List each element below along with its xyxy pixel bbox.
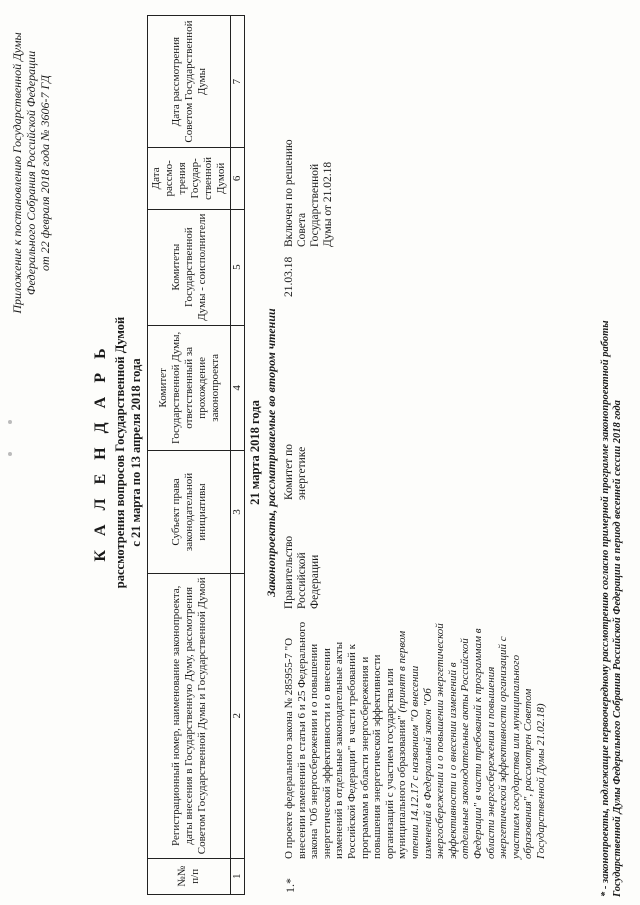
header-duma-date: Дата рассмо-трения Государ-ственной Думой bbox=[148, 148, 231, 209]
item-bill-text: О проекте федерального закона № 285955-7 "О внесении изменений в статьи 6 и 25 Федерального закона "Об энергосбережении и о повышении энергетической эффективности и о внесении изменений в отдельные законодательные акты Российской Федерации" в части требований к программам в области энергосбережения и повышения энергетической эффективности организаций с участием государства или муниципального образования" bbox=[283, 621, 409, 859]
header-council-date: Дата рассмотрения Советом Государственной Думы bbox=[148, 16, 231, 148]
item-council-note: Включен по решению Совета Государственной Думы от 21.02.18 bbox=[283, 139, 334, 247]
section-date: 21 марта 2018 года bbox=[248, 400, 262, 505]
item-committee: Комитет по энергетике bbox=[283, 444, 308, 500]
header-co-committees: Комитеты Государственной Думы - соисполнители bbox=[148, 209, 231, 325]
calendar-header-table bbox=[147, 15, 245, 895]
item-initiator: Правительство Российской Федерации bbox=[283, 535, 321, 609]
appendix-line-1: Приложение к постановлению Государственной Думы bbox=[10, 32, 24, 314]
item-history-note: (принят в первом чтении 14.12.17 с названием "О внесении изменений в Федеральный закон "Об энергосбережении и о повышении энергетической эффективности и о внесении изменений в отдельные законодательные акты Российской Федерации" в части требований к программам в области энергосбережения и повышения энергетической эффективности организаций с участием государства или муниципального образования", рассмотрен Советом Государственной Думы 21.02.18) bbox=[396, 623, 547, 859]
column-number-row bbox=[231, 16, 245, 895]
calendar-heading: К А Л Е Н Д А Р Ь bbox=[92, 343, 109, 562]
column-number: 1 bbox=[231, 858, 245, 894]
item-number: 1.* bbox=[283, 878, 297, 893]
header-responsible-committee: Комитет Государственной Думы, ответственный за прохождение законопроекта bbox=[148, 325, 231, 450]
column-number: 6 bbox=[231, 148, 245, 209]
header-initiator: Субъект права законодательной инициативы bbox=[148, 450, 231, 573]
header-bill-title: Регистрационный номер, наименование законопроекта, даты внесения в Государственную Думу, рассмотрения Советом Государственной Думы и Государственной Думой bbox=[148, 573, 231, 858]
footnote-line-1: * - законопроекты, подлежащие первоочередному рассмотрению согласно примерной программе законопроектной работы bbox=[600, 320, 611, 897]
appendix-line-3: от 22 февраля 2018 года № 3606-7 ГД bbox=[38, 75, 52, 271]
column-number: 5 bbox=[231, 209, 245, 325]
appendix-line-2: Федерального Собрания Российской Федерации bbox=[24, 50, 38, 296]
section-subtitle: Законопроекты, рассматриваемые во втором чтении bbox=[264, 308, 278, 597]
header-number: №№ п/п bbox=[148, 858, 231, 894]
calendar-subtitle: рассмотрения вопросов Государственной Думой bbox=[113, 316, 127, 589]
appendix-note bbox=[10, 8, 52, 338]
calendar-period: с 21 марта по 13 апреля 2018 года bbox=[129, 358, 143, 547]
footnote bbox=[600, 7, 624, 897]
column-number: 4 bbox=[231, 325, 245, 450]
column-number: 7 bbox=[231, 16, 245, 148]
footnote-line-2: Государственной Думы Федерального Собрания Российской Федерации в период весенней сессии 2018 года bbox=[612, 400, 623, 897]
header-row bbox=[148, 16, 231, 895]
column-number: 2 bbox=[231, 573, 245, 858]
item-duma-date: 21.03.18 bbox=[283, 256, 295, 297]
item-description bbox=[283, 615, 547, 859]
column-number: 3 bbox=[231, 450, 245, 573]
